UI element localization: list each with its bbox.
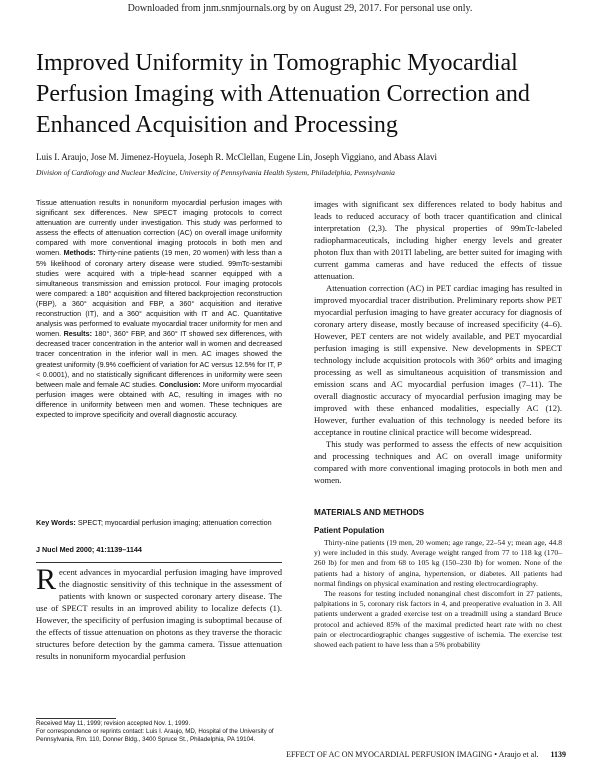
abstract-methods: Thirty-nine patients (19 men, 20 women) with less than a 5% likelihood of coronary artery disease were studied. 99mTc-sestamibi studies were acquired with a triple-head scanner equipped with a simultaneous transmission and emission protocol. Four imaging protocols were compared: a 180° acquisition and filtered backprojection reconstruction (FBP), a 360° acquisition and FBP, a 360° acquisition and iterative reconstruction (IT), and a 360° acquisition with IT and AC. Quantitative analysis was performed to evaluate myocardial tracer uniformity for men and women. <box>36 248 283 339</box>
methods-text <box>314 538 562 650</box>
body-paragraph: The reasons for testing included nonanginal chest discomfort in 27 patients, palpitations in 5, coronary risk factors in 4, and preoperative evaluation in 3. All patients underwent a graded exercise test on a treadmill using a standard Bruce protocol and achieved 85% of the maximal predicted heart rate with no chest pain or electrocardiographic changes suggestive of ischemia. The exercise test showed each patient to have less than a 5% probability <box>314 589 562 650</box>
abstract <box>36 198 282 420</box>
running-footer: EFFECT OF AC ON MYOCARDIAL PERFUSION IMAGING • Araujo et al. <box>286 750 539 759</box>
abstract-results-label: Results: <box>63 329 92 339</box>
keywords-text: SPECT; myocardial perfusion imaging; attenuation correction <box>77 518 272 527</box>
abstract-conclusion: More uniform myocardial perfusion images were obtained with AC, resulting in images with no difference in uniformity between men and women. These techniques are expected to improve specificity and overall diagnostic accuracy. <box>36 379 282 419</box>
affiliation: Division of Cardiology and Nuclear Medicine, University of Pennsylvania Health System, Philadelphia, Pennsylvania <box>36 168 395 177</box>
section-heading: MATERIALS AND METHODS <box>314 508 425 517</box>
keywords <box>36 518 282 528</box>
body-paragraph: Thirty-nine patients (19 men, 20 women; age range, 22–54 y; mean age, 44.8 y) were included in this study. Average weight ranged from 77 to 118 kg (170–260 lb) for men and from 68 to 105 kg (150–230 lb) for women. None of the patients had a history of angina, hypertension, or diabetes. All patients had normal findings on physical examination and resting electrocardiography. <box>314 538 562 588</box>
abstract-methods-label: Methods: <box>63 248 96 258</box>
abstract-results: 180°, 360° FBP, and 360° IT showed sex differences, with decreased tracer concentration in the anterior wall in women and decreased tracer concentration in the inferior wall in men. AC images showed the greatest uniformity (9.9% coefficient of variation for AC versus 12.5% for IT, P < 0.0001), and no statistically significant differences in uniformity were seen between male and female AC studies. <box>36 329 282 389</box>
intro-text: ecent advances in myocardial perfusion imaging have improved the diagnostic sensitivity of this technique in the assessment of patients with known or suspected coronary artery disease. The use of SPECT results in an improved ability to localize defects (1). However, the specificity of perfusion imaging is suboptimal because of the effects of tissue attenuation on photons as they traverse the thoracic structures before detection by the gamma camera. Tissue attenuation results in nonuniform myocardial perfusion <box>36 567 282 661</box>
divider <box>36 562 282 563</box>
footnote-correspondence: For correspondence or reprints contact: Luis I. Araujo, MD, Hospital of the University of Pennsylvania, Rm. 110, Donner Bldg., 3400 Spruce St., Philadelphia, PA 19104. <box>36 728 274 743</box>
intro-paragraph <box>36 563 282 662</box>
keywords-label: Key Words: <box>36 518 76 527</box>
body-paragraph: This study was performed to assess the effects of new acquisition and processing techniques and AC on overall image uniformity compared with more conventional imaging protocols in both men and women. <box>314 439 562 485</box>
body-paragraph: Attenuation correction (AC) in PET cardiac imaging has resulted in improved myocardial tracer distribution. Preliminary reports show PET myocardial perfusion imaging to have greater accuracy for diagnosis of coronary artery disease, mostly because of increased specificity (4–6). However, PET centers are not widely available, and PET myocardial perfusion imaging is still expensive. New developments in SPECT technology include acquisition protocols with 360° orbits and imaging processing as well as simultaneous acquisition of transmission and emission scans and AC myocardial perfusion images (7–11). The overall diagnostic accuracy of myocardial perfusion imaging may be improved with these enhanced modalities, especially AC (12). However, further evaluation of this technology is needed before its acceptance in routine clinical practice will become widespread. <box>314 283 562 437</box>
abstract-intro: Tissue attenuation results in nonuniform myocardial perfusion images with significant sex differences. New SPECT imaging protocols to correct attenuation are currently under investigation. This study was performed to assess the effects of attenuation correction (AC) on overall image uniformity compared with more conventional imaging protocols in both men and women. <box>36 198 282 258</box>
subsection-heading: Patient Population <box>314 526 385 535</box>
page-number: 1139 <box>550 750 566 759</box>
footnote-received: Received May 11, 1999; revision accepted Nov. 1, 1999. <box>36 720 191 727</box>
drop-cap: R <box>36 563 57 596</box>
article-title: Improved Uniformity in Tomographic Myocardial Perfusion Imaging with Attenuation Correction and Enhanced Acquisition and Processing <box>36 50 530 138</box>
body-paragraph: images with significant sex differences related to body habitus and leads to reduced accuracy of both tracer quantification and clinical interpretation (2,3). The physical properties of 99mTc-labeled radiopharmaceuticals, including higher energy levels and greater photon flux than with 201Tl labeling, are better suited for imaging with current gamma cameras and have reduced the effects of tissue attenuation. <box>314 199 562 281</box>
footnotes <box>36 720 282 744</box>
citation: J Nucl Med 2000; 41:1139–1144 <box>36 545 142 554</box>
abstract-conclusion-label: Conclusion: <box>159 379 201 389</box>
footnote-divider <box>36 718 116 719</box>
page-footer <box>36 750 566 759</box>
download-notice: Downloaded from jnm.snmjournals.org by on August 29, 2017. For personal use only. <box>127 3 473 14</box>
right-column <box>314 198 562 486</box>
author-list: Luis I. Araujo, Jose M. Jimenez-Hoyuela, Joseph R. McClellan, Eugene Lin, Joseph Viggiano, and Abass Alavi <box>36 152 437 162</box>
